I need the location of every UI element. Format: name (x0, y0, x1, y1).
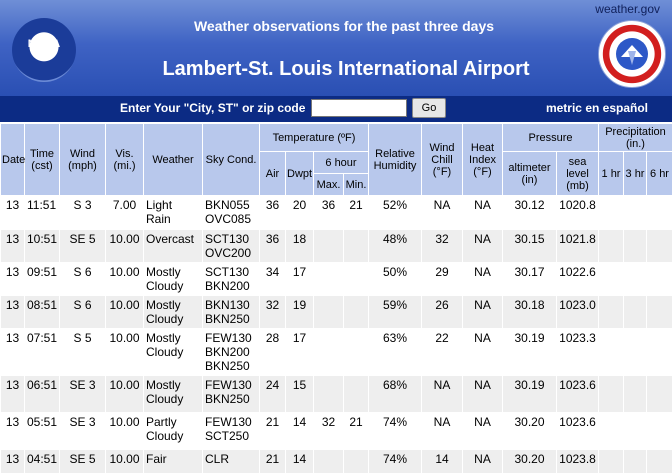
cell-sealevel: 1023.8 (557, 450, 599, 474)
cell-min: 21 (344, 413, 369, 450)
cell-weather: Mostly Cloudy (144, 329, 203, 376)
cell-wind: SE 5 (60, 450, 106, 474)
cell-time: 06:51 (25, 376, 60, 413)
cell-max (314, 263, 344, 296)
cell-time: 07:51 (25, 329, 60, 376)
cell-min: 21 (344, 196, 369, 230)
cell-vis: 10.00 (106, 230, 144, 263)
cell-sky: CLR (203, 450, 260, 474)
cell-time: 05:51 (25, 413, 60, 450)
col-altimeter: altimeter (in) (503, 152, 557, 196)
cell-p3 (624, 329, 647, 376)
cell-air: 28 (260, 329, 286, 376)
cell-humidity: 48% (369, 230, 422, 263)
page-headline: Weather observations for the past three days (193, 18, 495, 34)
col-humidity: Relative Humidity (369, 124, 422, 196)
col-date: Date (1, 124, 25, 196)
cell-p3 (624, 230, 647, 263)
cell-heatindex: NA (463, 263, 503, 296)
cell-altimeter: 30.15 (503, 230, 557, 263)
cell-dwpt: 19 (286, 296, 314, 329)
col-precipitation: Precipitation (in.) (599, 124, 672, 152)
cell-windchill: 22 (422, 329, 463, 376)
cell-date: 13 (1, 450, 25, 474)
cell-dwpt: 20 (286, 196, 314, 230)
cell-sky: FEW130 BKN250 (203, 376, 260, 413)
cell-weather: Fair (144, 450, 203, 474)
cell-air: 36 (260, 230, 286, 263)
cell-dwpt: 18 (286, 230, 314, 263)
col-time: Time (cst) (25, 124, 60, 196)
noaa-logo-text: NOAA (27, 38, 61, 50)
col-max: Max. (314, 174, 344, 196)
cell-weather: Mostly Cloudy (144, 263, 203, 296)
cell-min (344, 450, 369, 474)
cell-p3 (624, 413, 647, 450)
cell-sealevel: 1023.0 (557, 296, 599, 329)
cell-sky: SCT130 BKN200 (203, 263, 260, 296)
cell-time: 04:51 (25, 450, 60, 474)
cell-date: 13 (1, 329, 25, 376)
cell-max: 36 (314, 196, 344, 230)
cell-time: 09:51 (25, 263, 60, 296)
table-row (1, 329, 672, 376)
cell-humidity: 52% (369, 196, 422, 230)
cell-wind: S 5 (60, 329, 106, 376)
cell-p3 (624, 296, 647, 329)
cell-windchill: 29 (422, 263, 463, 296)
cell-p6 (647, 196, 672, 230)
cell-p3 (624, 263, 647, 296)
cell-windchill: NA (422, 413, 463, 450)
cell-max (314, 376, 344, 413)
cell-time: 08:51 (25, 296, 60, 329)
cell-weather: Mostly Cloudy (144, 296, 203, 329)
cell-dwpt: 14 (286, 413, 314, 450)
cell-air: 36 (260, 196, 286, 230)
cell-vis: 10.00 (106, 329, 144, 376)
cell-max (314, 230, 344, 263)
cell-heatindex: NA (463, 450, 503, 474)
cell-dwpt: 17 (286, 329, 314, 376)
cell-sky: FEW130 SCT250 (203, 413, 260, 450)
cell-sky: BKN130 BKN250 (203, 296, 260, 329)
cell-humidity: 74% (369, 450, 422, 474)
cell-altimeter: 30.20 (503, 413, 557, 450)
col-six-hour: 6 hour (314, 152, 369, 174)
cell-vis: 10.00 (106, 413, 144, 450)
cell-heatindex: NA (463, 329, 503, 376)
search-prompt: Enter Your "City, ST" or zip code (120, 101, 306, 115)
cell-sealevel: 1021.8 (557, 230, 599, 263)
table-row (1, 450, 672, 474)
cell-sky: FEW130 BKN200 BKN250 (203, 329, 260, 376)
cell-vis: 10.00 (106, 450, 144, 474)
col-weather: Weather (144, 124, 203, 196)
cell-min (344, 296, 369, 329)
cell-p6 (647, 450, 672, 474)
site-name[interactable]: weather.gov (595, 2, 660, 16)
cell-max: 32 (314, 413, 344, 450)
cell-heatindex: NA (463, 296, 503, 329)
station-title: Lambert-St. Louis International Airport (162, 58, 530, 80)
cell-p6 (647, 263, 672, 296)
cell-air: 21 (260, 450, 286, 474)
cell-p3 (624, 196, 647, 230)
cell-altimeter: 30.20 (503, 450, 557, 474)
metric-link[interactable]: metric (545, 101, 582, 115)
table-row (1, 376, 672, 413)
cell-dwpt: 14 (286, 450, 314, 474)
col-min: Min. (344, 174, 369, 196)
cell-p3 (624, 376, 647, 413)
cell-windchill: 14 (422, 450, 463, 474)
cell-wind: S 3 (60, 196, 106, 230)
cell-altimeter: 30.17 (503, 263, 557, 296)
col-heatindex: Heat Index (°F) (463, 124, 503, 196)
cell-max (314, 296, 344, 329)
col-precip-6hr: 6 hr (647, 152, 672, 196)
cell-p6 (647, 376, 672, 413)
col-precip-1hr: 1 hr (599, 152, 624, 196)
table-row (1, 196, 672, 230)
cell-p6 (647, 296, 672, 329)
cell-p1 (599, 329, 624, 376)
cell-humidity: 63% (369, 329, 422, 376)
cell-altimeter: 30.12 (503, 196, 557, 230)
cell-max (314, 329, 344, 376)
cell-altimeter: 30.19 (503, 329, 557, 376)
cell-altimeter: 30.19 (503, 376, 557, 413)
cell-windchill: 32 (422, 230, 463, 263)
cell-weather: Partly Cloudy (144, 413, 203, 450)
cell-humidity: 59% (369, 296, 422, 329)
cell-sky: SCT130 OVC200 (203, 230, 260, 263)
cell-dwpt: 17 (286, 263, 314, 296)
cell-p6 (647, 329, 672, 376)
cell-vis: 7.00 (106, 196, 144, 230)
col-wind: Wind (mph) (60, 124, 106, 196)
cell-heatindex: NA (463, 413, 503, 450)
cell-min (344, 329, 369, 376)
cell-p1 (599, 450, 624, 474)
nws-logo[interactable] (598, 20, 666, 88)
cell-p1 (599, 376, 624, 413)
col-pressure: Pressure (503, 124, 599, 152)
cell-p6 (647, 230, 672, 263)
table-row (1, 230, 672, 263)
cell-sky: BKN055 OVC085 (203, 196, 260, 230)
cell-wind: SE 3 (60, 413, 106, 450)
cell-heatindex: NA (463, 230, 503, 263)
cell-time: 11:51 (25, 196, 60, 230)
cell-date: 13 (1, 196, 25, 230)
cell-heatindex: NA (463, 196, 503, 230)
cell-windchill: 26 (422, 296, 463, 329)
col-sealevel: sea level (mb) (557, 152, 599, 196)
cell-min (344, 263, 369, 296)
cell-windchill: NA (422, 196, 463, 230)
col-temperature: Temperature (ºF) (260, 124, 369, 152)
table-row (1, 413, 672, 450)
cell-sealevel: 1022.6 (557, 263, 599, 296)
cell-humidity: 74% (369, 413, 422, 450)
cell-date: 13 (1, 413, 25, 450)
cell-sealevel: 1023.6 (557, 376, 599, 413)
observations-table (0, 123, 672, 474)
cell-sealevel: 1020.8 (557, 196, 599, 230)
col-windchill: Wind Chill (°F) (422, 124, 463, 196)
col-precip-3hr: 3 hr (624, 152, 647, 196)
cell-dwpt: 15 (286, 376, 314, 413)
cell-p1 (599, 230, 624, 263)
cell-weather: Overcast (144, 230, 203, 263)
cell-altimeter: 30.18 (503, 296, 557, 329)
cell-min (344, 230, 369, 263)
cell-air: 32 (260, 296, 286, 329)
cell-vis: 10.00 (106, 263, 144, 296)
cell-p3 (624, 450, 647, 474)
cell-min (344, 376, 369, 413)
cell-vis: 10.00 (106, 296, 144, 329)
col-vis: Vis. (mi.) (106, 124, 144, 196)
cell-time: 10:51 (25, 230, 60, 263)
unit-language-links (546, 101, 648, 115)
cell-date: 13 (1, 296, 25, 329)
header-banner (0, 0, 672, 96)
cell-weather: Mostly Cloudy (144, 376, 203, 413)
cell-weather: Light Rain (144, 196, 203, 230)
table-row (1, 263, 672, 296)
cell-p1 (599, 196, 624, 230)
cell-p6 (647, 413, 672, 450)
col-dwpt: Dwpt (286, 152, 314, 196)
cell-humidity: 50% (369, 263, 422, 296)
cell-heatindex: NA (463, 376, 503, 413)
col-air: Air (260, 152, 286, 196)
table-row (1, 296, 672, 329)
observations-body (1, 196, 672, 474)
cell-sealevel: 1023.6 (557, 413, 599, 450)
cell-sealevel: 1023.3 (557, 329, 599, 376)
cell-wind: SE 3 (60, 376, 106, 413)
cell-p1 (599, 263, 624, 296)
cell-date: 13 (1, 263, 25, 296)
nws-emblem-icon (599, 21, 665, 87)
cell-air: 21 (260, 413, 286, 450)
cell-max (314, 450, 344, 474)
cell-windchill: NA (422, 376, 463, 413)
spanish-link[interactable]: en español (585, 101, 648, 115)
cell-air: 24 (260, 376, 286, 413)
cell-p1 (599, 296, 624, 329)
go-button[interactable]: Go (412, 98, 446, 118)
cell-wind: SE 5 (60, 230, 106, 263)
cell-date: 13 (1, 230, 25, 263)
cell-humidity: 68% (369, 376, 422, 413)
cell-p1 (599, 413, 624, 450)
cell-air: 34 (260, 263, 286, 296)
col-sky: Sky Cond. (203, 124, 260, 196)
cell-wind: S 6 (60, 296, 106, 329)
search-bar (0, 96, 672, 122)
cell-date: 13 (1, 376, 25, 413)
cell-vis: 10.00 (106, 376, 144, 413)
cell-wind: S 6 (60, 263, 106, 296)
location-search-input[interactable] (311, 99, 407, 117)
